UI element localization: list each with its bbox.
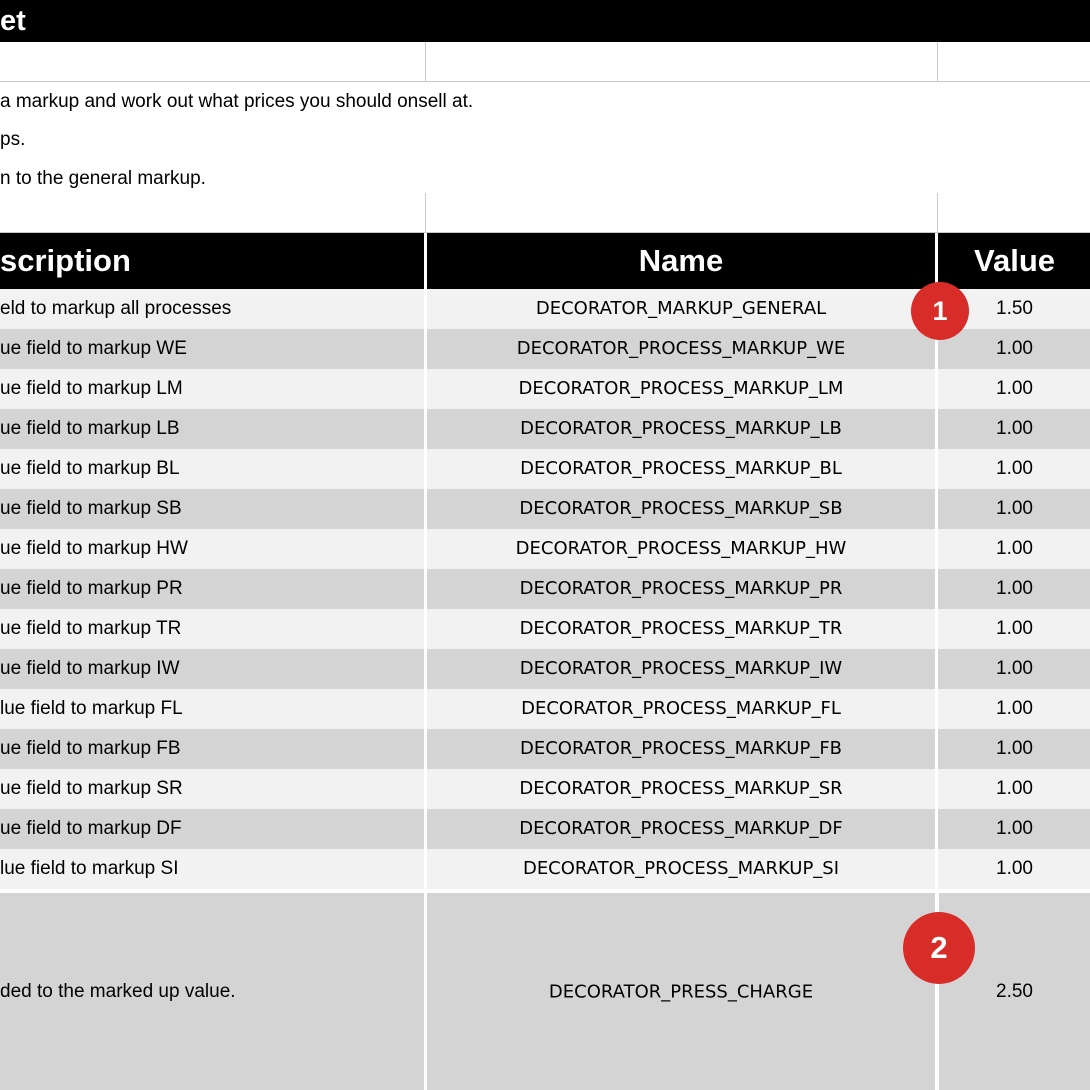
cell-name[interactable]: DECORATOR_PROCESS_MARKUP_WE	[427, 329, 935, 369]
cell-value[interactable]: 1.00	[939, 489, 1090, 529]
cell-description[interactable]: eld to markup all processes	[0, 289, 424, 329]
cell-name[interactable]: DECORATOR_PROCESS_MARKUP_FB	[427, 729, 935, 769]
cell-value[interactable]: 1.50	[939, 289, 1090, 329]
column-gap	[935, 649, 938, 689]
cell-name[interactable]: DECORATOR_PROCESS_MARKUP_BL	[427, 449, 935, 489]
cell-value[interactable]: 1.00	[939, 689, 1090, 729]
cell-value[interactable]: 1.00	[939, 809, 1090, 849]
cell-value[interactable]: 1.00	[939, 609, 1090, 649]
table-row[interactable]	[0, 729, 1090, 769]
cell-value[interactable]: 1.00	[939, 329, 1090, 369]
table-row[interactable]	[0, 849, 1090, 889]
cell-value[interactable]: 1.00	[939, 449, 1090, 489]
cell-name[interactable]: DECORATOR_PROCESS_MARKUP_FL	[427, 689, 935, 729]
cell-description[interactable]: ue field to markup IW	[0, 649, 424, 689]
cell-description[interactable]: ue field to markup LM	[0, 369, 424, 409]
table-row[interactable]	[0, 649, 1090, 689]
column-gap	[935, 529, 938, 569]
table-row[interactable]	[0, 449, 1090, 489]
cell-name[interactable]: DECORATOR_MARKUP_GENERAL	[427, 289, 935, 329]
column-separator	[425, 42, 426, 81]
empty-grid-row	[0, 193, 1090, 233]
cell-name[interactable]: DECORATOR_PROCESS_MARKUP_LB	[427, 409, 935, 449]
cell-description[interactable]: ue field to markup SB	[0, 489, 424, 529]
table-row[interactable]	[0, 529, 1090, 569]
cell-name[interactable]: DECORATOR_PROCESS_MARKUP_TR	[427, 609, 935, 649]
column-separator	[937, 193, 938, 232]
press-charge-value: 2.50	[996, 980, 1033, 1002]
column-gap	[935, 609, 938, 649]
cell-description[interactable]: ue field to markup BL	[0, 449, 424, 489]
press-charge-name: DECORATOR_PRESS_CHARGE	[548, 981, 814, 1002]
column-header-value: Value	[974, 243, 1055, 278]
column-gap	[935, 769, 938, 809]
cell-value[interactable]: 1.00	[939, 729, 1090, 769]
column-gap	[935, 569, 938, 609]
column-separator	[425, 193, 426, 232]
column-header-description: scription	[0, 243, 131, 278]
empty-grid-row	[0, 42, 1090, 82]
cell-value[interactable]: 1.00	[939, 769, 1090, 809]
column-gap	[935, 369, 938, 409]
cell-name[interactable]: DECORATOR_PROCESS_MARKUP_PR	[427, 569, 935, 609]
cell-name[interactable]: DECORATOR_PROCESS_MARKUP_SB	[427, 489, 935, 529]
cell-description[interactable]: lue field to markup SI	[0, 849, 424, 889]
note-line-3: n to the general markup.	[0, 165, 1090, 193]
note-line-1: a markup and work out what prices you should onsell at.	[0, 88, 1090, 116]
table-row[interactable]	[0, 769, 1090, 809]
sheet-title: et	[0, 0, 1090, 42]
cell-description[interactable]: ue field to markup WE	[0, 329, 424, 369]
table-row[interactable]	[0, 489, 1090, 529]
cell-value[interactable]: 1.00	[939, 369, 1090, 409]
column-gap	[935, 449, 938, 489]
column-gap	[935, 489, 938, 529]
cell-name[interactable]: DECORATOR_PROCESS_MARKUP_LM	[427, 369, 935, 409]
cell-value[interactable]: 1.00	[939, 649, 1090, 689]
cell-description[interactable]: ue field to markup SR	[0, 769, 424, 809]
press-charge-description: ded to the marked up value.	[0, 980, 236, 1002]
column-gap	[935, 849, 938, 889]
cell-value[interactable]: 1.00	[939, 849, 1090, 889]
column-gap	[935, 409, 938, 449]
column-gap	[935, 729, 938, 769]
cell-value[interactable]: 1.00	[939, 569, 1090, 609]
column-gap	[935, 689, 938, 729]
column-header-name: Name	[638, 243, 724, 278]
column-gap	[935, 809, 938, 849]
table-row[interactable]	[0, 689, 1090, 729]
table-row[interactable]	[0, 369, 1090, 409]
press-charge-description-cell	[0, 893, 424, 1090]
cell-description[interactable]: ue field to markup LB	[0, 409, 424, 449]
cell-name[interactable]: DECORATOR_PROCESS_MARKUP_IW	[427, 649, 935, 689]
cell-value[interactable]: 1.00	[939, 529, 1090, 569]
cell-name[interactable]: DECORATOR_PROCESS_MARKUP_DF	[427, 809, 935, 849]
press-charge-name-cell	[427, 893, 935, 1090]
table-row[interactable]	[0, 569, 1090, 609]
annotation-badge-1: 1	[911, 282, 969, 340]
column-separator	[937, 42, 938, 81]
cell-value[interactable]: 1.00	[939, 409, 1090, 449]
cell-description[interactable]: ue field to markup PR	[0, 569, 424, 609]
cell-description[interactable]: ue field to markup HW	[0, 529, 424, 569]
cell-description[interactable]: ue field to markup FB	[0, 729, 424, 769]
cell-description[interactable]: ue field to markup TR	[0, 609, 424, 649]
cell-name[interactable]: DECORATOR_PROCESS_MARKUP_SR	[427, 769, 935, 809]
table-row[interactable]	[0, 609, 1090, 649]
cell-name[interactable]: DECORATOR_PROCESS_MARKUP_HW	[427, 529, 935, 569]
note-line-2: ps.	[0, 126, 1090, 154]
cell-description[interactable]: ue field to markup DF	[0, 809, 424, 849]
table-header-row	[0, 233, 1090, 289]
annotation-badge-2: 2	[903, 912, 975, 984]
table-row[interactable]	[0, 809, 1090, 849]
header-column-gap	[935, 233, 938, 289]
cell-name[interactable]: DECORATOR_PROCESS_MARKUP_SI	[427, 849, 935, 889]
table-row[interactable]	[0, 409, 1090, 449]
cell-description[interactable]: lue field to markup FL	[0, 689, 424, 729]
